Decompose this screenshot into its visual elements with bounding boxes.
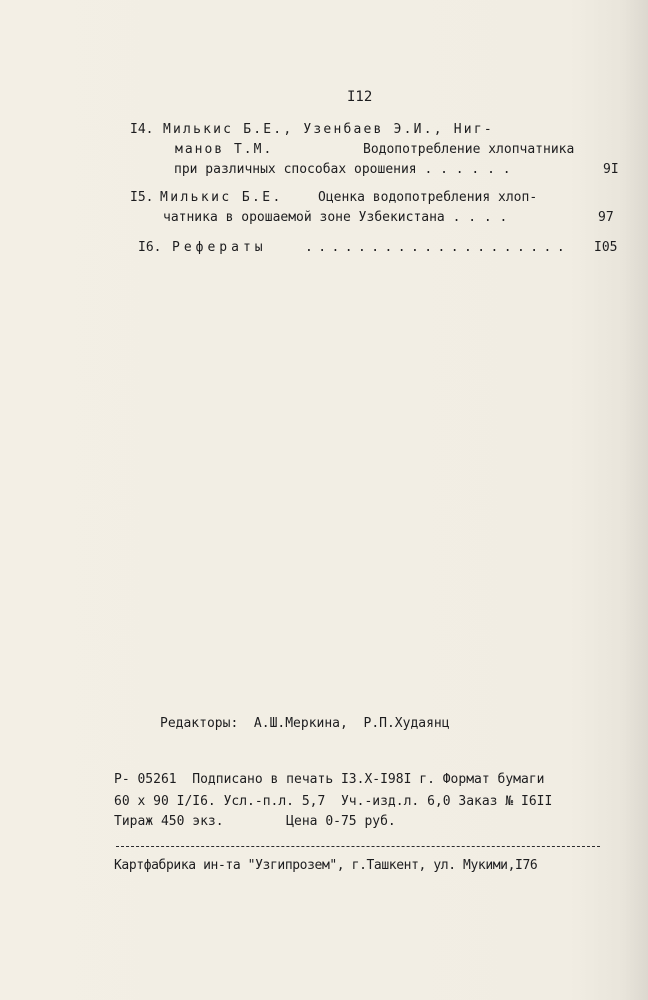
imprint-line-1: Р- 05261 Подписано в печать I3.X-I98I г. Формат бумаги	[114, 772, 545, 787]
imprint-line-2: 60 х 90 I/I6. Усл.-п.л. 5,7 Уч.-изд.л. 6,0 Заказ № I6II	[114, 794, 553, 809]
toc-entry-14-title-line2: при различных способах орошения . . . . . .	[174, 162, 511, 177]
toc-entry-15-page: 97	[598, 210, 614, 225]
imprint-line-3: Тираж 450 экз. Цена 0-75 руб.	[114, 814, 396, 829]
toc-entry-16-leader-dots: . . . . . . . . . . . . . . . . . . . .	[305, 240, 564, 255]
toc-entry-15-title-line2: чатника в орошаемой зоне Узбекистана . . . .	[163, 210, 508, 225]
toc-entry-14-authors-line1: Милькис Б.Е., Узенбаев Э.И., Ниг-	[163, 122, 494, 137]
toc-entry-15-number: I5.	[130, 190, 154, 205]
toc-entry-14-number: I4.	[130, 122, 154, 137]
toc-entry-14-title-line1: Водопотребление хлопчатника	[363, 142, 575, 157]
toc-entry-15-title-line1: Оценка водопотребления хлоп-	[318, 190, 538, 205]
toc-entry-16-title: Рефераты	[172, 240, 267, 255]
toc-entry-15-authors: Милькис Б.Е.	[160, 190, 283, 205]
page-number: I12	[347, 89, 373, 105]
toc-entry-16-number: I6.	[138, 240, 162, 255]
toc-entry-14-authors-line2: манов Т.М.	[175, 142, 274, 157]
separator-dashed-line	[116, 846, 600, 847]
printer-line: Картфабрика ин-та "Узгипрозем", г.Ташкент, ул. Мукими,I76	[114, 858, 538, 873]
editors-line: Редакторы: А.Ш.Меркина, Р.П.Худаянц	[160, 716, 450, 731]
toc-entry-16-page: I05	[594, 240, 618, 255]
toc-entry-14-page: 9I	[603, 162, 619, 177]
